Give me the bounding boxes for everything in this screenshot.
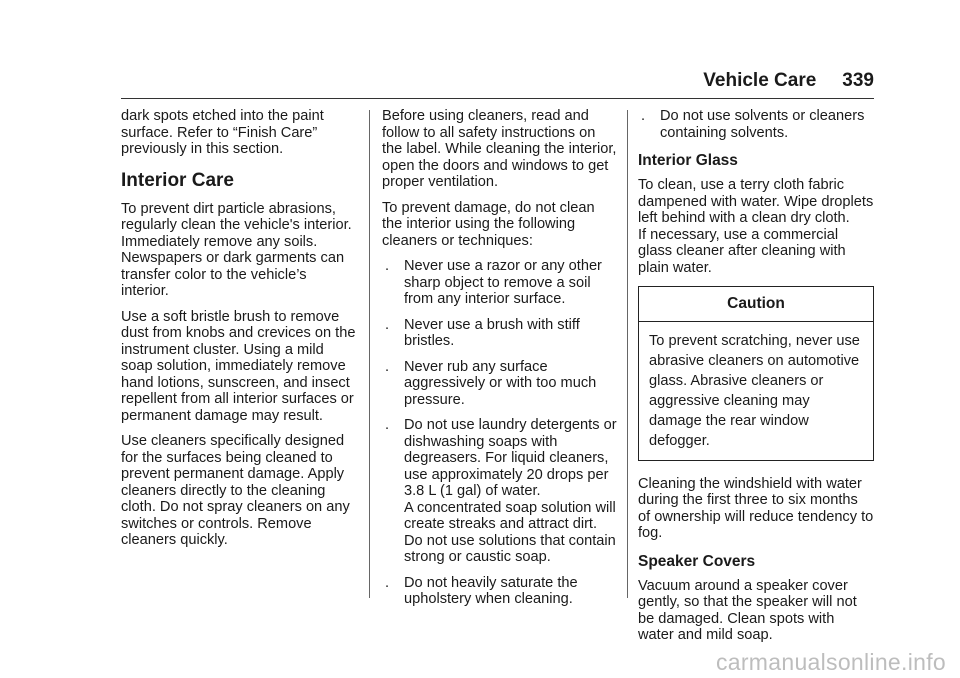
bullet-marker: . [385, 258, 390, 274]
bullet-marker: . [385, 358, 390, 375]
bullet-item: . Do not heavily saturate the upholstery when cleaning. [385, 574, 578, 607]
paragraph: dark spots etched into the paint surface. Refer to “Finish Care” previously in this section. [121, 108, 324, 157]
bullet-item: . Do not use laundry detergents or dishwashing soaps with degreasers. For liquid cleaners, use approximately 20 drops per 3.8 L (1 gal) of water. A concentrated soap solution will create streaks and attract dirt. Do not use solutions that contain strong or caustic soap. [385, 417, 617, 565]
bullet-marker: . [641, 108, 646, 124]
caution-title: Caution [639, 287, 873, 322]
page-header [703, 70, 874, 92]
heading-interior-care: Interior Care [121, 169, 234, 191]
heading-speaker-covers: Speaker Covers [638, 552, 756, 570]
column-divider-1 [369, 110, 370, 598]
paragraph: To clean, use a terry cloth fabric dampened with water. Wipe droplets left behind with a clean dry cloth. If necessary, use a commercial glass cleaner after cleaning with plain water. [638, 177, 874, 276]
bullet-item: . Never use a brush with stiff bristles. [385, 316, 580, 349]
paragraph: To prevent damage, do not clean the interior using the following cleaners or techniques: [382, 199, 595, 249]
paragraph: To prevent dirt particle abrasions, regularly clean the vehicle's interior. Immediately remove any soils. Newspapers or dark garments can transfer color to the vehicle’s interior. [121, 200, 352, 299]
paragraph: Cleaning the windshield with water during the first three to six months of ownership will reduce tendency to fog. [638, 475, 874, 541]
bullet-item: . Never rub any surface aggressively or with too much pressure. [385, 358, 597, 408]
column-2 [382, 108, 618, 617]
page-number: 339 [842, 70, 874, 91]
watermark: carmanualsonline.info [715, 649, 946, 675]
paragraph: Use a soft bristle brush to remove dust from knobs and crevices on the instrument cluster. Using a mild soap solution, immediately remove hand lotions, sunscreen, and insect repellent from all interior surfaces or permanent damage may result. [121, 308, 356, 424]
bullet-marker: . [385, 574, 390, 591]
caution-box [638, 286, 874, 461]
bullet-item: . Do not use solvents or cleaners containing solvents. [641, 108, 865, 141]
header-rule [121, 98, 874, 99]
column-3 [638, 108, 874, 653]
bullet-marker: . [385, 316, 390, 333]
column-divider-2 [627, 110, 628, 598]
section-title: Vehicle Care [703, 70, 817, 91]
heading-interior-glass: Interior Glass [638, 152, 738, 169]
bullet-item: . Never use a razor or any other sharp object to remove a soil from any interior surface. [385, 258, 602, 307]
caution-body: To prevent scratching, never use abrasive cleaners on automotive glass. Abrasive cleaners or aggressive cleaning may damage the rear window defogger. [649, 332, 860, 449]
paragraph: Use cleaners specifically designed for the surfaces being cleaned to prevent permanent damage. Apply cleaners directly to the cleaning cloth. Do not spray cleaners on any switches or controls. Remove cleaners quickly. [121, 433, 350, 548]
column-1 [121, 108, 357, 558]
paragraph: Before using cleaners, read and follow to all safety instructions on the label. While cleaning the interior, open the doors and windows to get proper ventilation. [382, 108, 617, 190]
bullet-marker: . [385, 417, 390, 433]
paragraph: Vacuum around a speaker cover gently, so that the speaker will not be damaged. Clean spots with water and mild soap. [638, 577, 857, 643]
